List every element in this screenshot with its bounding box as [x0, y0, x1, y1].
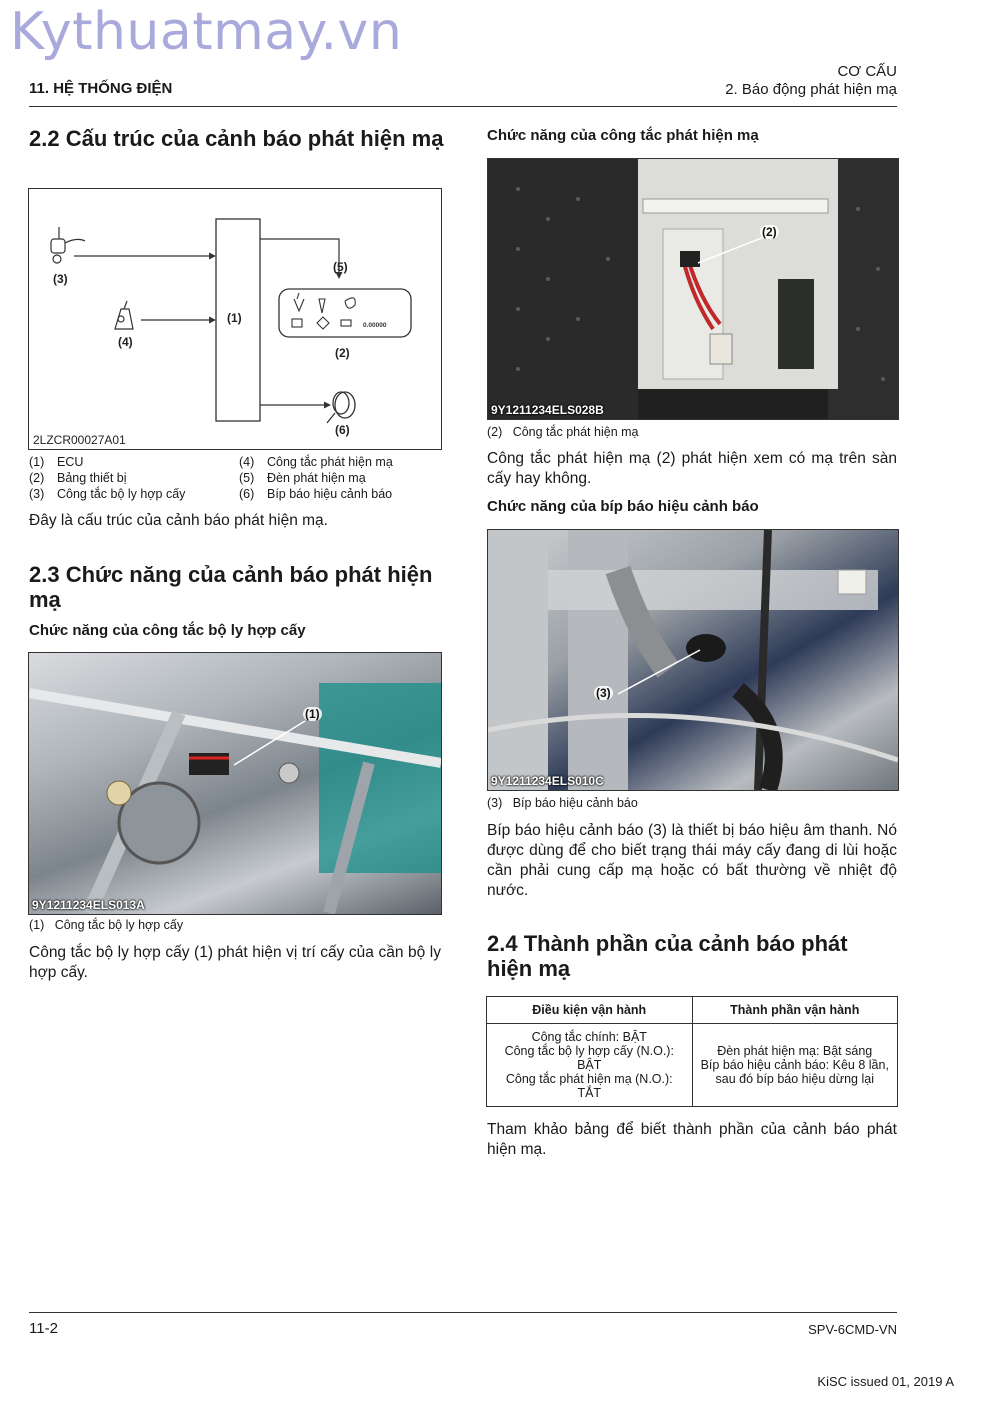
photo1-caption-num: (1): [29, 918, 45, 932]
component-line: Đèn phát hiện mạ: Bật sáng: [717, 1044, 873, 1058]
photo2-callout: (2): [762, 225, 777, 239]
subsection-buzzer: Chức năng của bíp báo hiệu cảnh báo: [487, 498, 759, 515]
photo3-caption-text: Bíp báo hiệu cảnh báo: [512, 796, 638, 810]
diagram-code: 2LZCR00027A01: [33, 433, 126, 447]
header-subtitle: 2. Báo động phát hiện mạ: [725, 81, 897, 98]
seedling-switch-body: Công tắc phát hiện mạ (2) phát hiện xem có mạ trên sàn cấy hay không.: [487, 450, 897, 487]
condition-line: Công tắc chính: BẬT: [531, 1030, 647, 1044]
legend-label: Bảng thiết bị: [57, 471, 127, 485]
section-2-2-title: 2.2 Cấu trúc của cảnh báo phát hiện mạ: [29, 126, 444, 151]
structure-diagram: [28, 188, 442, 450]
table-header-component: Thành phần vận hành: [692, 997, 898, 1024]
section-2-2-body: Đây là cấu trúc của cảnh báo phát hiện mạ.: [29, 512, 328, 529]
footer-rule: [29, 1312, 897, 1313]
structure-diagram-svg: [29, 189, 441, 449]
photo-seedling-switch: [487, 158, 899, 420]
legend-num: (3): [29, 487, 45, 501]
diagram-callout-1: (1): [227, 311, 242, 325]
diagram-callout-4: (4): [118, 335, 133, 349]
photo2-caption: [487, 424, 638, 440]
legend-label: Đèn phát hiện mạ: [267, 471, 366, 485]
diagram-callout-2: (2): [335, 346, 350, 360]
arrow-3-ecu: [209, 253, 216, 260]
subsection-clutch-switch: Chức năng của công tắc bộ ly hợp cấy: [29, 622, 306, 639]
clutch-switch-icon: [51, 227, 85, 263]
condition-line: Công tắc phát hiện mạ (N.O.): TẮT: [505, 1072, 673, 1100]
buzzer-icon: [327, 392, 355, 423]
buzzer-body: Bíp báo hiệu cảnh báo (3) là thiết bị báo hiệu âm thanh. Nó được dùng để cho biết trạng thái máy cấy đang di lùi hoặc cần phải cung cấp mạ hoặc có bất thường về nhiệt độ nước.: [487, 822, 897, 899]
clutch-switch-body: Công tắc bộ ly hợp cấy (1) phát hiện vị trí cấy của cần bộ ly hợp cấy.: [29, 944, 441, 981]
legend-num: (5): [239, 471, 255, 485]
photo1-caption-text: Công tắc bộ ly hợp cấy: [54, 918, 184, 932]
section-2-4-title: 2.4 Thành phần của cảnh báo phát hiện mạ: [487, 931, 848, 981]
legend-num: (6): [239, 487, 255, 501]
photo3-code: 9Y1211234ELS010C: [491, 774, 604, 788]
meter-panel: [279, 289, 411, 337]
table-cell-component: [692, 1024, 898, 1107]
header-category: CƠ CẤU: [837, 63, 897, 80]
photo-buzzer: [487, 529, 899, 791]
diagram-callout-5: (5): [333, 260, 348, 274]
photo3-caption-num: (3): [487, 796, 503, 810]
legend-label: ECU: [57, 455, 84, 469]
legend-num: (2): [29, 471, 45, 485]
arrow-ecu-buzzer: [324, 402, 331, 409]
header-rule: [29, 106, 897, 107]
table-header-condition: Điều kiện vận hành: [487, 997, 693, 1024]
section-2-3-title: 2.3 Chức năng của cảnh báo phát hiện mạ: [29, 562, 433, 612]
arrow-4-ecu: [209, 317, 216, 324]
legend-label: Công tắc phát hiện mạ: [267, 455, 393, 469]
subsection-seedling-switch: Chức năng của công tắc phát hiện mạ: [487, 127, 759, 144]
legend-num: (1): [29, 455, 45, 469]
diagram-legend: [29, 454, 441, 502]
legend-label: Công tắc bộ ly hợp cấy: [57, 487, 186, 501]
photo-buzzer-art: [488, 530, 898, 790]
line-ecu-to-lamp: [260, 239, 339, 277]
section-2-4-body: Tham khảo bảng để biết thành phần của cảnh báo phát hiện mạ.: [487, 1121, 897, 1158]
watermark: Kythuatmay.vn: [10, 2, 403, 62]
table-cell-condition: [487, 1024, 693, 1107]
diagram-callout-3: (3): [53, 272, 68, 286]
photo1-caption: [29, 917, 183, 933]
panel-readout: 0.00000: [363, 322, 387, 329]
component-line: Bíp báo hiệu cảnh báo: Kêu 8 lần, sau đó bíp báo hiệu dừng lại: [700, 1058, 889, 1086]
header-right: [725, 63, 897, 99]
photo-seedling-switch-art: [488, 159, 898, 419]
condition-line: Công tắc bộ ly hợp cấy (N.O.): BẬT: [504, 1044, 674, 1072]
photo2-caption-num: (2): [487, 425, 503, 439]
legend-label: Bíp báo hiệu cảnh báo: [267, 487, 393, 501]
photo-clutch-switch: [28, 652, 442, 915]
footer-doc-code: SPV-6CMD-VN: [808, 1322, 897, 1337]
seedling-switch-icon: [115, 301, 133, 329]
operation-table: [486, 996, 898, 1107]
photo2-code: 9Y1211234ELS028B: [491, 403, 604, 417]
meter-panel-icons: [292, 293, 355, 329]
header-section: 11. HỆ THỐNG ĐIỆN: [29, 80, 173, 97]
photo1-callout: (1): [305, 707, 320, 721]
photo1-code: 9Y1211234ELS013A: [32, 898, 145, 912]
photo1-leader: [29, 653, 441, 914]
footer-issued: KiSC issued 01, 2019 A: [817, 1374, 954, 1389]
diagram-callout-6: (6): [335, 423, 350, 437]
legend-num: (4): [239, 455, 255, 469]
photo3-callout: (3): [596, 686, 611, 700]
photo3-caption: [487, 795, 638, 811]
photo2-caption-text: Công tắc phát hiện mạ: [512, 425, 639, 439]
footer-page-number: 11-2: [29, 1320, 58, 1337]
